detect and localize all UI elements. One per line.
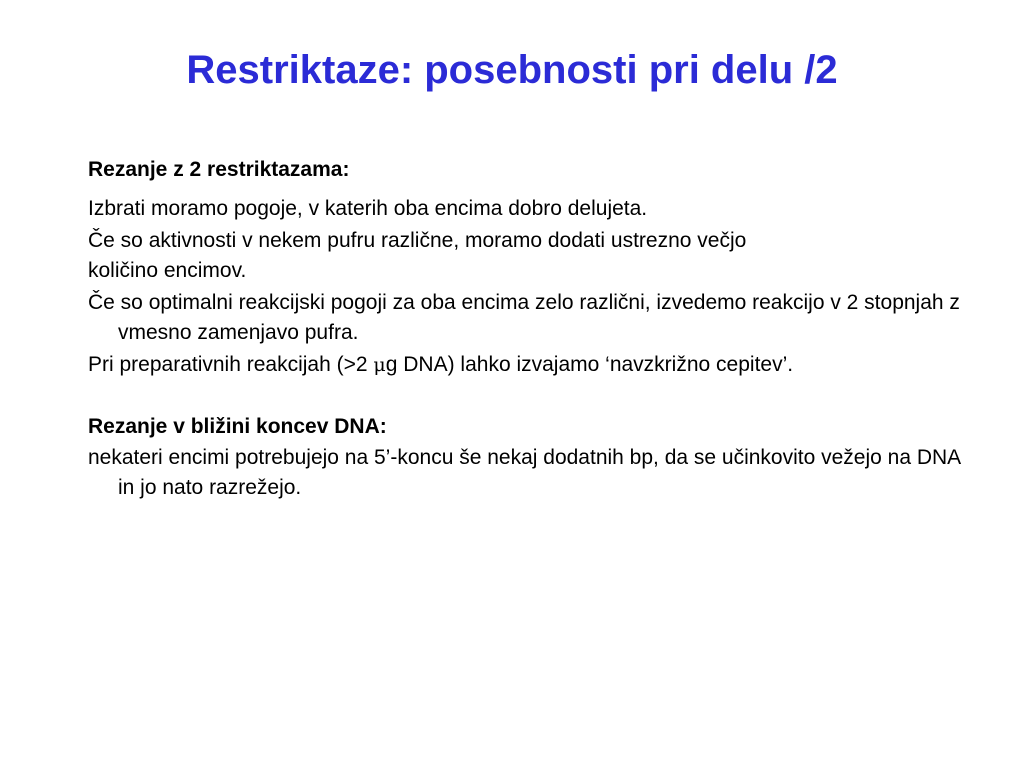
paragraph-preparative-text-after: g DNA) lahko izvajamo ‘navzkrižno cepitev’. xyxy=(385,353,794,376)
section-heading-two-enzymes: Rezanje z 2 restriktazama: xyxy=(88,158,350,181)
micro-symbol: μ xyxy=(373,354,386,376)
paragraph-conditions: Izbrati moramo pogoje, v katerih oba encima dobro delujeta. xyxy=(88,197,648,220)
paragraph-preparative-reactions xyxy=(88,350,968,380)
paragraph-optimal-conditions: Če so optimalni reakcijski pogoji za oba encima zelo različni, izvedemo reakcijo v 2 stopnjah z vmesno zamenjavo pufra. xyxy=(88,291,960,344)
paragraph-buffer-activity-line2: količino encimov. xyxy=(88,259,247,282)
slide-title: Restriktaze: posebnosti pri delu /2 xyxy=(186,48,838,92)
slide-body xyxy=(88,156,968,503)
paragraph-dna-ends: nekateri encimi potrebujejo na 5’-koncu še nekaj dodatnih bp, da se učinkovito vežejo na DNA in jo nato razrežejo. xyxy=(88,446,961,499)
section-heading-dna-ends: Rezanje v bližini koncev DNA: xyxy=(88,415,387,438)
paragraph-buffer-activity xyxy=(88,226,968,286)
paragraph-preparative-text-before: Pri preparativnih reakcijah (>2 xyxy=(88,353,374,376)
paragraph-buffer-activity-line1: Če so aktivnosti v nekem pufru različne, moramo dodati ustrezno večjo xyxy=(88,229,747,252)
